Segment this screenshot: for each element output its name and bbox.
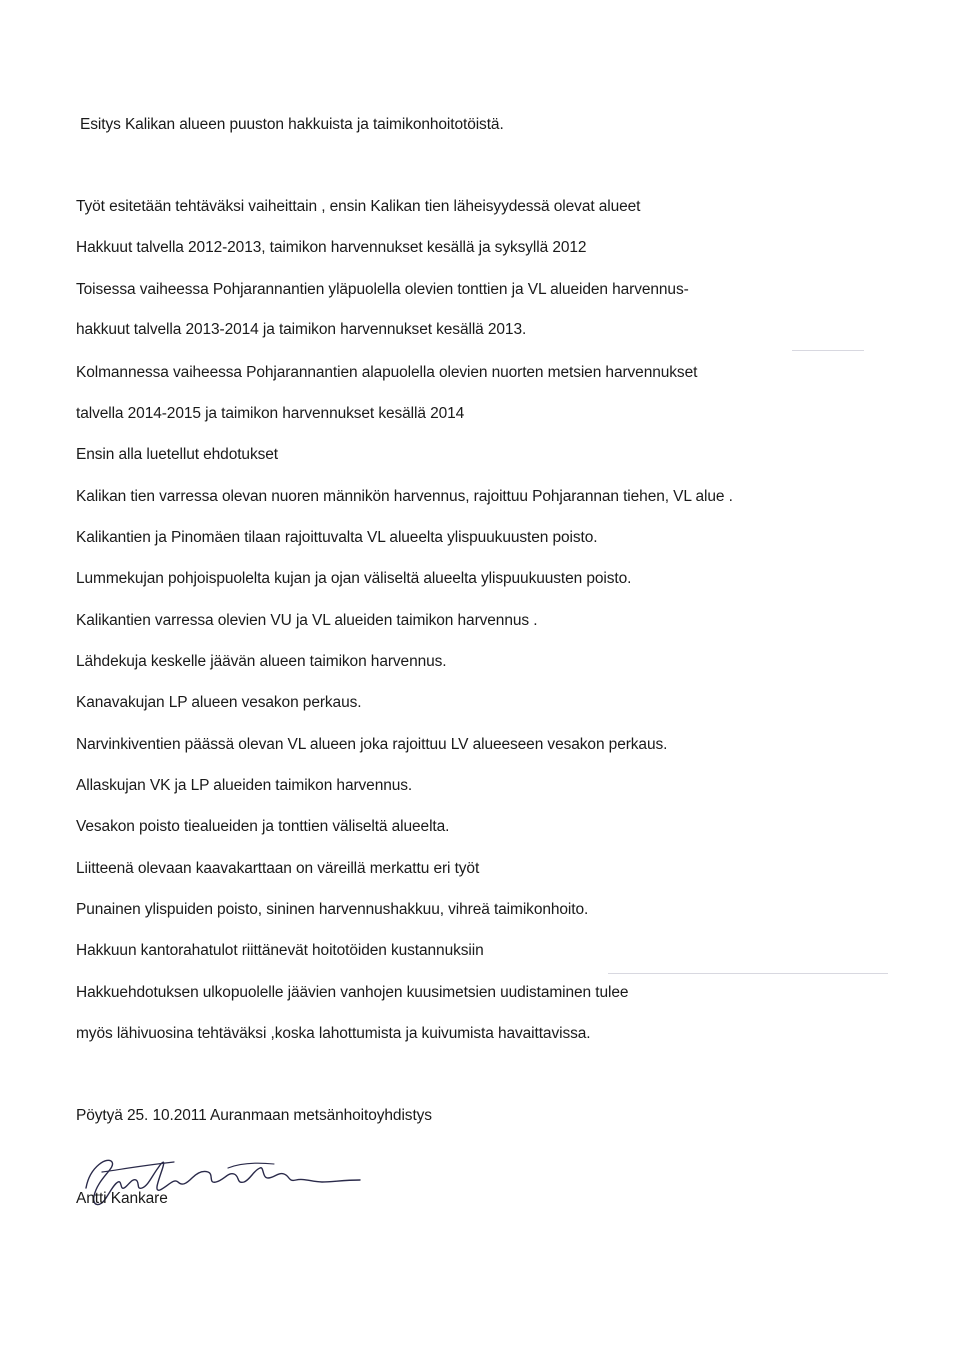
proposal-item: Allaskujan VK ja LP alueiden taimikon harvennus.: [76, 777, 413, 794]
body-line: myös lähivuosina tehtäväksi ,koska lahottumista ja kuivumista havaittavissa.: [76, 1025, 591, 1042]
proposal-item: Lähdekuja keskelle jäävän alueen taimikon harvennus.: [76, 653, 447, 670]
body-line: Työt esitetään tehtäväksi vaiheittain , ensin Kalikan tien läheisyydessä olevat alueet: [76, 198, 641, 215]
proposal-item: Kalikantien varressa olevien VU ja VL alueiden taimikon harvennus .: [76, 612, 538, 629]
date-place: Pöytyä 25. 10.2011 Auranmaan metsänhoitoyhdistys: [76, 1107, 432, 1124]
body-line: Hakkuun kantorahatulot riittänevät hoitotöiden kustannuksiin: [76, 942, 484, 959]
body-line: talvella 2014-2015 ja taimikon harvennukset kesällä 2014: [76, 405, 465, 422]
proposal-item: Kalikan tien varressa olevan nuoren männikön harvennus, rajoittuu Pohjarannan tiehen, VL alue .: [76, 488, 733, 505]
signer-name: Antti Kankare: [76, 1190, 168, 1207]
scan-artifact-line: [792, 350, 864, 351]
body-line: Hakkuut talvella 2012-2013, taimikon harvennukset kesällä ja syksyllä 2012: [76, 239, 587, 256]
body-line: Toisessa vaiheessa Pohjarannantien yläpuolella olevien tonttien ja VL alueiden harvennus-: [76, 281, 689, 298]
body-line: Kolmannessa vaiheessa Pohjarannantien alapuolella olevien nuorten metsien harvennukset: [76, 364, 698, 381]
body-line: Liitteenä olevaan kaavakarttaan on väreillä merkattu eri työt: [76, 860, 480, 877]
proposal-item: Kalikantien ja Pinomäen tilaan rajoittuvalta VL alueelta ylispuukuusten poisto.: [76, 529, 598, 546]
scan-artifact-line: [608, 973, 888, 974]
body-line: hakkuut talvella 2013-2014 ja taimikon harvennukset kesällä 2013.: [76, 321, 527, 338]
document-title: Esitys Kalikan alueen puuston hakkuista ja taimikonhoitotöistä.: [80, 116, 504, 133]
body-line: Punainen ylispuiden poisto, sininen harvennushakkuu, vihreä taimikonhoito.: [76, 901, 589, 918]
proposal-item: Vesakon poisto tiealueiden ja tonttien väliseltä alueelta.: [76, 818, 450, 835]
proposal-item: Lummekujan pohjoispuolelta kujan ja ojan väliseltä alueelta ylispuukuusten poisto.: [76, 570, 632, 587]
body-line: Ensin alla luetellut ehdotukset: [76, 446, 278, 463]
proposal-item: Kanavakujan LP alueen vesakon perkaus.: [76, 694, 362, 711]
proposal-item: Narvinkiventien päässä olevan VL alueen joka rajoittuu LV alueeseen vesakon perkaus.: [76, 736, 668, 753]
body-line: Hakkuehdotuksen ulkopuolelle jäävien vanhojen kuusimetsien uudistaminen tulee: [76, 984, 629, 1001]
